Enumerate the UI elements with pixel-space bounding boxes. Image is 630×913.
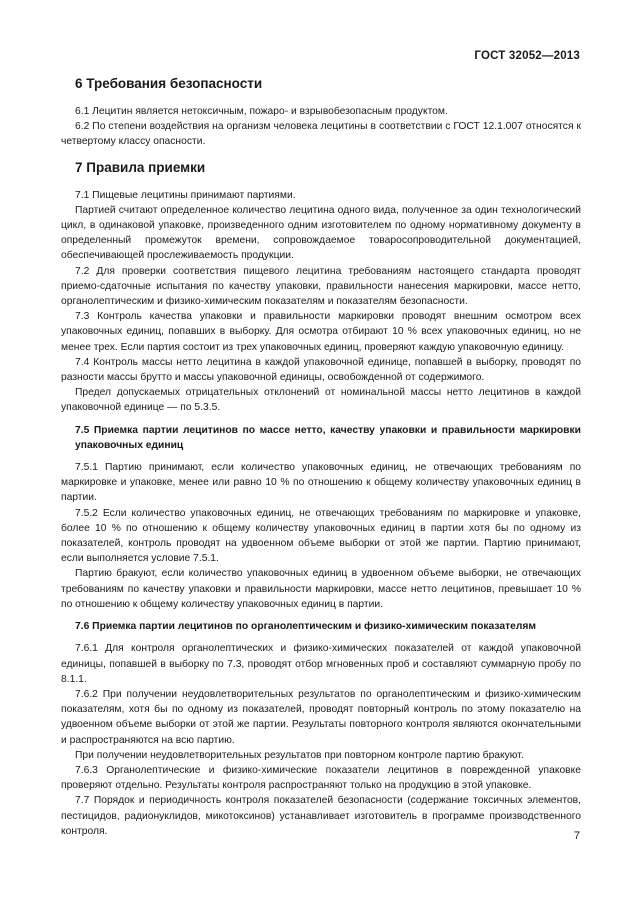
- paragraph-7-3: 7.3 Контроль качества упаковки и правильности маркировки проводят внешним осмотром всех упаковочных единиц, попавших в выборку. Для осмотра отбирают 10 % всех упаковочных единиц, но не менее трех. Если партия состоит из трех упаковочных единиц, проверяют каждую упаковочную единицу.: [61, 311, 581, 353]
- paragraph-7-6-2: 7.6.2 При получении неудовлетворительных результатов по органолептическим и физико-химическим показателям, хотя бы по одному из показателей, проводят повторный контроль по этому показателю на удвоенном объеме выборки от этой же партии. Результаты повторного контроля являются окончательными и распространяются на всю партию.: [61, 688, 581, 746]
- paragraph-7-5-1: 7.5.1 Партию принимают, если количество упаковочных единиц, не отвечающих требованиям по маркировке и упаковке, менее или равно 10 % по отношению к общему количеству упаковочных единиц в партии.: [61, 462, 581, 504]
- paragraph-7-7: 7.7 Порядок и периодичность контроля показателей безопасности (содержание токсичных элементов, пестицидов, радионуклидов, микотоксинов) устанавливает изготовитель в программе производственного контроля.: [61, 795, 581, 837]
- section-7-5-heading: 7.5 Приемка партии лецитинов по массе нетто, качеству упаковки и правильности маркировки упаковочных единиц: [75, 424, 581, 451]
- paragraph-7-5-2: 7.5.2 Если количество упаковочных единиц, не отвечающих требованиям по маркировке и упаковке, более 10 % по отношению к общему количеству упаковочных единиц в партии хотя бы по одному из показателей, контроль проводят на удвоенном объеме выборки от этой же партии. Партию принимают, если выполняется условие 7.5.1.: [61, 507, 581, 565]
- paragraph-7-4: 7.4 Контроль массы нетто лецитина в каждой упаковочной единице, попавшей в выборку, проводят по разности массы брутто и массы упаковочной единицы, освобожденной от содержимого.: [61, 356, 581, 384]
- paragraph-7-4-limit: Предел допускаемых отрицательных отклонений от номинальной массы нетто лецитинов в каждой упаковочной единице — по 5.3.5.: [61, 387, 581, 414]
- paragraph-7-1: 7.1 Пищевые лецитины принимают партиями.: [75, 189, 296, 201]
- paragraph-6-2: 6.2 По степени воздействия на организм человека лецитины в соответствии с ГОСТ 12.1.007 относятся к четвертому классу опасности.: [61, 121, 581, 148]
- paragraph-7-1-lot: Партией считают определенное количество лецитина одного вида, полученное за один технологический цикл, в одинаковой упаковке, произведенного одним изготовителем по одному нормативному документу в определенный промежуток времени, сопровождаемое товаросопроводительной документацией, обеспечивающей прослеживаемость продукции.: [61, 204, 581, 262]
- page-content: [61, 76, 581, 839]
- page-number: 7: [573, 830, 580, 842]
- paragraph-7-6-3: 7.6.3 Органолептические и физико-химические показатели лецитинов в поврежденной упаковке проверяют отдельно. Результаты контроля распространяют только на продукцию в этой упаковке.: [61, 764, 581, 792]
- paragraph-7-2: 7.2 Для проверки соответствия пищевого лецитина требованиям настоящего стандарта проводят приемо-сдаточные испытания по качеству упаковки, правильности нанесения маркировки, массе нетто, органолептическим и физико-химическим показателям и показателям безопасности.: [61, 265, 581, 308]
- paragraph-6-1: 6.1 Лецитин является нетоксичным, пожаро- и взрывобезопасным продуктом.: [75, 106, 448, 117]
- section-6-heading: 6 Требования безопасности: [75, 76, 263, 91]
- paragraph-7-6-2-reject: При получении неудовлетворительных результатов при повторном контроле партию бракуют.: [75, 749, 524, 761]
- paragraph-7-6-1: 7.6.1 Для контроля органолептических и физико-химических показателей от каждой упаковочной единицы, попавшей в выборку по 7.3, проводят отбор мгновенных проб и составляют суммарную пробу по 8.1.1.: [61, 643, 581, 685]
- standard-code: ГОСТ 32052—2013: [474, 50, 580, 62]
- paragraph-7-5-2-reject: Партию бракуют, если количество упаковочных единиц в удвоенном объеме выборки, не отвечающих требованиям по качеству упаковки и правильности маркировки, массе нетто лецитинов, превышает 10 % по отношению к общему количеству упаковочных единиц в партии.: [61, 568, 581, 610]
- section-7-heading: 7 Правила приемки: [75, 159, 206, 175]
- section-7-6-heading: 7.6 Приемка партии лецитинов по органолептическим и физико-химическим показателям: [75, 621, 537, 633]
